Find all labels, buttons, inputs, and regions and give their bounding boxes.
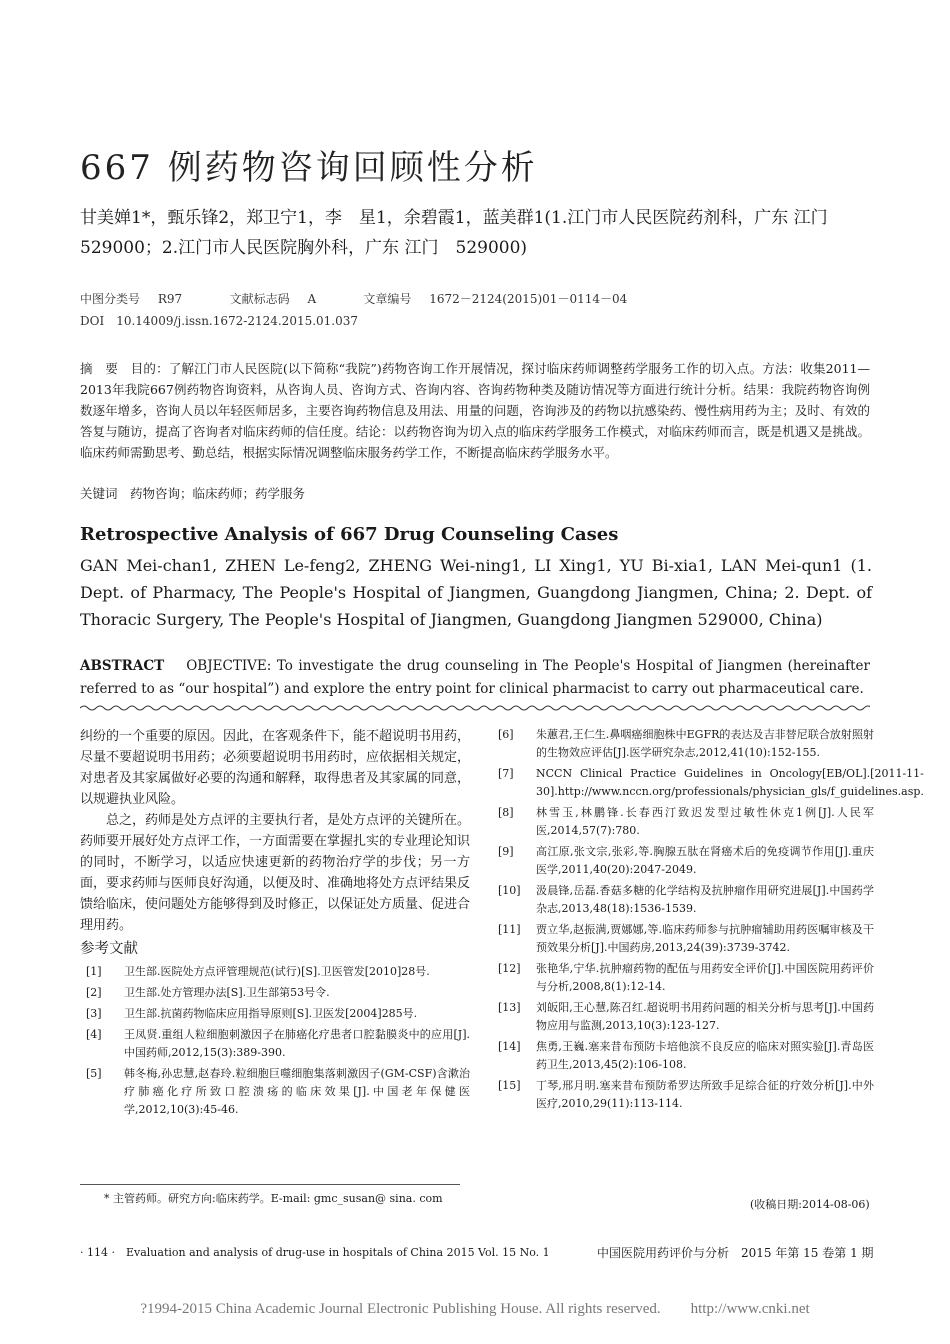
reference-text: 张艳华,宁华.抗肿瘤药物的配伍与用药安全评价[J].中国医院用药评价与分析,2008,8(1):12-14.	[536, 962, 874, 993]
reference-number: [8]	[498, 806, 514, 819]
english-abstract	[80, 655, 870, 701]
reference-text: 焦勇,王巍.塞来昔布预防卡培他滨不良反应的临床对照实验[J].青岛医药卫生,2013,45(2):106-108.	[536, 1040, 874, 1071]
received-date: (收稿日期:2014-08-06)	[750, 1198, 870, 1211]
english-title: Retrospective Analysis of 667 Drug Counseling Cases	[80, 524, 619, 545]
reference-item	[80, 1026, 470, 1062]
reference-text: NCCN Clinical Practice Guidelines in Oncology[EB/OL].[2011-11-30].http://www.nccn.org/professionals/physician_gls/f_guidelines.asp.	[536, 767, 924, 798]
reference-number: [4]	[86, 1028, 102, 1041]
references-list-left	[80, 963, 470, 1119]
reference-number: [14]	[498, 1040, 521, 1053]
reference-item	[80, 963, 470, 981]
footnote-divider	[80, 1184, 460, 1185]
reference-item	[492, 1077, 874, 1113]
reference-number: [9]	[498, 845, 514, 858]
keywords: 关键词 药物咨询；临床药师；药学服务	[80, 486, 306, 501]
reference-text: 卫生部.抗菌药物临床应用指导原则[S].卫医发[2004]285号.	[124, 1007, 418, 1020]
reference-text: 林雪玉,林鹏锋.长春西汀致迟发型过敏性休克1例[J].人民军医,2014,57(7):780.	[536, 806, 874, 837]
reference-text: 王凤贤.重组人粒细胞刺激因子在肺癌化疗患者口腔黏膜炎中的应用[J].中国药师,2012,15(3):389-390.	[124, 1028, 470, 1059]
reference-text: 朱蕙君,王仁生.鼻咽癌细胞株中EGFR的表达及吉非替尼联合放射照射的生物效应评估[J].医学研究杂志,2012,41(10):152-155.	[536, 728, 874, 759]
footer-right: 中国医院用药评价与分析 2015 年第 15 卷第 1 期	[597, 1246, 874, 1260]
article-no-label: 文章编号	[363, 292, 412, 306]
wavy-divider	[80, 704, 870, 712]
english-authors: GAN Mei-chan1, ZHEN Le-feng2, ZHENG Wei-ning1, LI Xing1, YU Bi-xia1, LAN Mei-qun1 (1. Dept. of Pharmacy, The People's Hospital of Jiangmen, Guangdong Jiangmen, China; 2. Dept. of Thoracic Surgery, The People's Hospital of Jiangmen, Guangdong Jiangmen 529000, China)	[80, 556, 872, 629]
reference-text: 汲晨锋,岳磊.香菇多糖的化学结构及抗肿瘤作用研究进展[J].中国药学杂志,2013,48(18):1536-1539.	[536, 884, 874, 915]
left-column	[80, 726, 470, 1122]
reference-number: [15]	[498, 1079, 521, 1092]
reference-text: 韩冬梅,孙忠慧,赵春玲.粒细胞巨噬细胞集落刺激因子(GM-CSF)含漱治疗肺癌化疗所致口腔溃疡的临床效果[J].中国老年保健医学,2012,10(3):45-46.	[124, 1067, 470, 1116]
abstract-label: ABSTRACT	[80, 658, 165, 674]
reference-item	[492, 921, 874, 957]
clc-label: 中图分类号	[80, 292, 141, 306]
reference-item	[80, 1005, 470, 1023]
reference-number: [13]	[498, 1001, 521, 1014]
references-list-right	[492, 726, 924, 1113]
doc-code-label: 文献标志码	[229, 292, 290, 306]
reference-item	[492, 999, 874, 1035]
classification-row	[80, 290, 627, 307]
reference-text: 高江原,张文宗,张彩,等.胸腺五肽在肾癌术后的免疫调节作用[J].重庆医学,2011,40(20):2047-2049.	[536, 845, 874, 876]
reference-number: [5]	[86, 1067, 102, 1080]
reference-text: 卫生部.医院处方点评管理规范(试行)[S].卫医管发[2010]28号.	[124, 965, 430, 978]
reference-item	[492, 843, 874, 879]
clc-value: R97	[157, 292, 183, 306]
reference-number: [12]	[498, 962, 521, 975]
reference-item	[492, 804, 874, 840]
reference-number: [3]	[86, 1007, 102, 1020]
author-list: 甘美婵1*，甄乐锋2，郑卫宁1，李 星1，余碧霞1，蓝美群1(1.江门市人民医院药剂科，广东 江门 529000；2.江门市人民医院胸外科，广东 江门 529000)	[80, 208, 845, 258]
reference-number: [6]	[498, 728, 514, 741]
body-paragraph: 总之，药师是处方点评的主要执行者，是处方点评的关键所在。药师要开展好处方点评工作，一方面需要在掌握扎实的专业理论知识的同时，不断学习，以适应快速更新的药物治疗学的步伐；另一方面，要求药师与医师良好沟通，以便及时、准确地将处方点评结果反馈给临床，使问题处方能够得到及时修正，以保证处方质量、促进合理用药。	[80, 813, 471, 933]
reference-item	[492, 1038, 874, 1074]
reference-text: 刘皈阳,王心慧,陈召红.超说明书用药问题的相关分析与思考[J].中国药物应用与监测,2013,10(3):123-127.	[536, 1001, 874, 1032]
body-paragraph: 纠纷的一个重要的原因。因此，在客观条件下，能不超说明书用药，尽量不要超说明书用药；必须要超说明书用药时，应依据相关规定，对患者及其家属做好必要的沟通和解释，取得患者及其家属的同意，以规避执业风险。	[80, 729, 471, 807]
article-no-value: 1672－2124(2015)01－0114－04	[429, 292, 628, 306]
reference-item	[80, 984, 470, 1002]
page-title: 667 例药物咨询回顾性分析	[80, 148, 538, 188]
abstract-text: OBJECTIVE: To investigate the drug counseling in The People's Hospital of Jiangmen (hereinafter referred to as “our hospital”) and explore the entry point for clinical pharmacist to carry out pharmaceutical care.	[80, 658, 870, 697]
reference-number: [2]	[86, 986, 102, 999]
reference-text: 卫生部.处方管理办法[S].卫生部第53号令.	[124, 986, 330, 999]
abstract-cn: 摘 要 目的：了解江门市人民医院(以下简称“我院”)药物咨询工作开展情况，探讨临床药师调整药学服务工作的切入点。方法：收集2011—2013年我院667例药物咨询资料，从咨询人员、咨询方式、咨询内容、咨询药物种类及随访情况等方面进行统计分析。结果：我院药物咨询例数逐年增多，咨询人员以年轻医师居多，主要咨询药物信息及用法、用量的问题，咨询涉及的药物以抗感染药、慢性病用药为主；及时、有效的答复与随访，提高了咨询者对临床药师的信任度。结论：以药物咨询为切入点的临床药学服务工作模式，对临床药师而言，既是机遇又是挑战。临床药师需勤思考、勤总结，根据实际情况调整临床服务药学工作，不断提高临床药学服务水平。	[80, 361, 870, 460]
references-heading: 参考文献	[80, 941, 138, 957]
reference-number: [11]	[498, 923, 521, 936]
reference-item	[492, 960, 874, 996]
reference-item	[492, 765, 924, 801]
reference-text: 贾立华,赵振满,贾娜娜,等.临床药师参与抗肿瘤辅助用药医嘱审核及干预效果分析[J].中国药房,2013,24(39):3739-3742.	[536, 923, 874, 954]
reference-text: 丁琴,邢月明.塞来昔布预防希罗达所致手足综合征的疗效分析[J].中外医疗,2010,29(11):113-114.	[536, 1079, 874, 1110]
footnote: * 主管药师。研究方向:临床药学。E-mail: gmc_susan@ sina. com	[104, 1192, 443, 1205]
reference-item	[492, 726, 874, 762]
footer-left: · 114 · Evaluation and analysis of drug-use in hospitals of China 2015 Vol. 15 No. 1	[80, 1246, 550, 1259]
reference-item	[80, 1065, 470, 1119]
reference-number: [1]	[86, 965, 102, 978]
right-column	[492, 726, 924, 1116]
reference-number: [10]	[498, 884, 521, 897]
copyright-notice: ?1994-2015 China Academic Journal Electronic Publishing House. All rights reserved. http://www.cnki.net	[140, 1301, 810, 1317]
reference-item	[492, 882, 874, 918]
doi: DOI 10.14009/j.issn.1672-2124.2015.01.037	[80, 314, 359, 328]
doc-code-value: A	[307, 292, 317, 306]
reference-number: [7]	[498, 767, 514, 780]
